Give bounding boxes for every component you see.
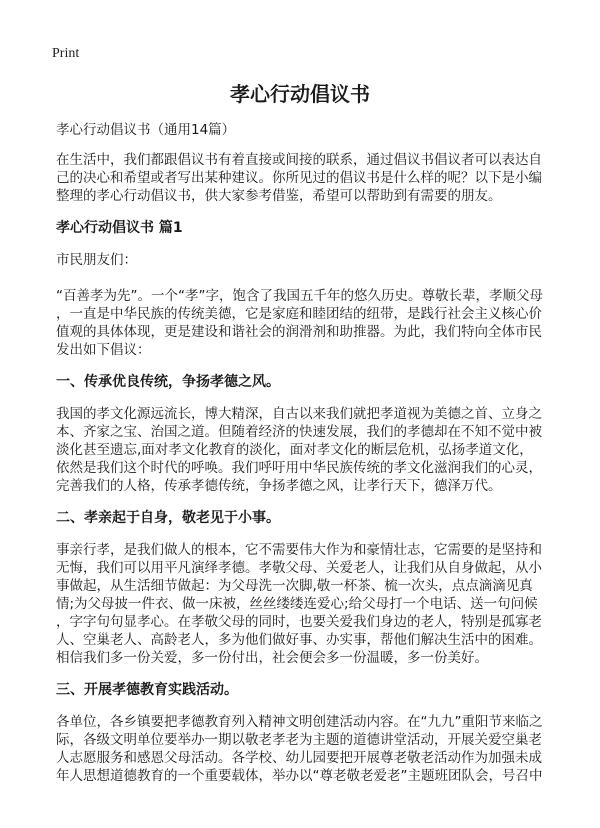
point-heading-3: 三、开展孝德教育实践活动。 [56,682,238,698]
print-link[interactable]: Print [52,46,80,61]
point-heading-2: 二、孝亲起于自身，敬老见于小事。 [56,510,280,526]
text-line: 在生活中，我们都跟倡议书有着直接或间接的联系，通过倡议书倡议者可以表达自 [56,152,542,168]
point-paragraph-3 [56,713,576,785]
document-subtitle: 孝心行动倡议书（通用14篇） [56,122,236,138]
text-line: 依然是我们这个时代的呼唤。我们呼吁用中华民族传统的孝文化滋润我们的心灵， [56,460,542,476]
text-line: “百善孝为先”。一个“孝”字，饱含了我国五千年的悠久历史。尊敬长辈，孝顺父母 [56,288,543,304]
section-heading: 孝心行动倡议书 篇1 [56,220,183,236]
text-line: 年人思想道德教育的一个重要载体，举办以“尊老敬老爱老”主题班团队会，号召中 [56,768,543,784]
text-line: 事亲行孝，是我们做人的根本，它不需要伟大作为和豪情壮志，它需要的是坚持和 [56,542,542,558]
text-line: 情;为父母披一件衣、做一床被，丝丝缕缕连爱心;给父母打一个电话、送一句问候 [56,596,538,612]
intro-paragraph [56,151,576,205]
text-line: ，一直是中华民族的传统美德，它是家庭和睦团结的纽带，是践行社会主义核心价 [56,306,542,322]
text-line: 发出如下倡议： [56,342,151,358]
text-line: 人、空巢老人、高龄老人，多为他们做好事、办实事，帮他们解决生活中的困难。 [56,632,542,648]
point-heading-1: 一、传承优良传统，争扬孝德之风。 [56,374,280,390]
text-line: 各单位，各乡镇要把孝德教育列入精神文明创建活动内容。在“九九”重阳节来临之 [56,714,543,730]
text-line: 人志愿服务和感恩父母活动。各学校、幼儿园要把开展尊老敬老活动作为加强未成 [56,750,542,766]
text-line: 整理的孝心行动倡议书，供大家参考借鉴，希望可以帮助到有需要的朋友。 [56,188,502,204]
text-line: 完善我们的人格，传承孝德传统，争扬孝德之风，让孝行天下，德泽万代。 [56,478,502,494]
point-paragraph-1 [56,405,576,495]
text-line: 己的决心和希望或者写出某种建议。你所见过的倡议书是什么样的呢？以下是小编 [56,170,542,186]
text-line: 我国的孝文化源远流长，博大精深，自古以来我们就把孝道视为美德之首、立身之 [56,406,542,422]
text-line: 际，各级文明单位要举办一期以敬老孝老为主题的道德讲堂活动，开展关爱空巢老 [56,732,542,748]
text-line: 事做起，从生活细节做起：为父母洗一次脚,敬一杯茶、梳一次头，点点滴滴见真 [56,578,533,594]
text-line: 本、齐家之宝、治国之道。但随着经济的快速发展，我们的孝德却在不知不觉中被 [56,424,542,440]
text-line: 相信我们多一份关爱，多一份付出，社会便会多一份温暖，多一份美好。 [56,650,488,666]
text-line: ，字字句句显孝心。在孝敬父母的同时，也要关爱我们身边的老人，特别是孤寡老 [56,614,542,630]
document-body [56,121,576,799]
document-title: 孝心行动倡议书 [230,82,370,106]
text-line: 值观的具体体现，更是建设和谐社会的润滑剂和助推器。为此，我们特向全体市民 [56,324,542,340]
text-line: 淡化甚至遗忘,面对孝文化教育的淡化，面对孝文化的断层危机，弘扬孝道文化， [56,442,533,458]
salutation: 市民朋友们： [56,252,137,268]
point-paragraph-2 [56,541,576,667]
opening-paragraph [56,287,576,359]
text-line: 无悔，我们可以用平凡演绎孝德。孝敬父母、关爱老人，让我们从自身做起，从小 [56,560,542,576]
